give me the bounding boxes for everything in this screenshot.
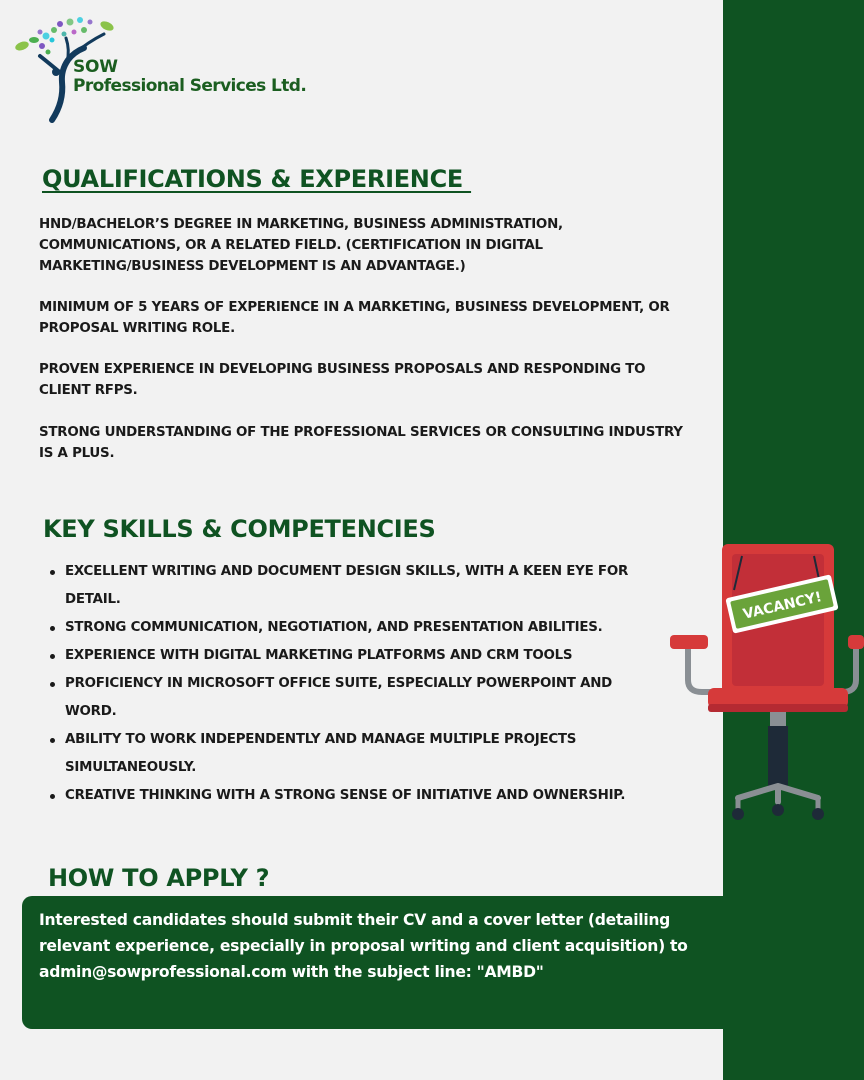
office-chair-illustration (668, 540, 864, 830)
qualification-item: STRONG UNDERSTANDING OF THE PROFESSIONAL SERVICES OR CONSULTING INDUSTRY IS A PLUS. (39, 425, 683, 461)
skill-text: ABILITY TO WORK INDEPENDENTLY AND MANAGE MULTIPLE PROJECTS SIMULTANEOUSLY. (65, 732, 577, 775)
company-logo (12, 12, 362, 127)
skill-text: CREATIVE THINKING WITH A STRONG SENSE OF INITIATIVE AND OWNERSHIP. (65, 788, 626, 803)
logo-text-company: Professional Services Ltd. (73, 76, 307, 96)
qualification-item: HND/BACHELOR’S DEGREE IN MARKETING, BUSINESS ADMINISTRATION, COMMUNICATIONS, OR A RELATED FIELD. (CERTIFICATION IN DIGITAL MARKETING/BUSINESS DEVELOPMENT IS AN ADVANTAGE.) (39, 217, 563, 274)
bullet-icon (50, 626, 55, 631)
skills-heading: KEY SKILLS & COMPETENCIES (43, 515, 436, 543)
skill-item (46, 642, 646, 670)
skill-text: PROFICIENCY IN MICROSOFT OFFICE SUITE, ESPECIALLY POWERPOINT AND WORD. (65, 676, 613, 719)
skill-text: EXCELLENT WRITING AND DOCUMENT DESIGN SKILLS, WITH A KEEN EYE FOR DETAIL. (65, 564, 629, 607)
skill-item (46, 726, 646, 782)
skill-text: EXPERIENCE WITH DIGITAL MARKETING PLATFORMS AND CRM TOOLS (65, 648, 573, 663)
qualifications-heading: QUALIFICATIONS & EXPERIENCE (42, 165, 472, 193)
skill-item (46, 670, 646, 726)
skill-item (46, 782, 646, 810)
vacancy-sign-text: VACANCY! (741, 589, 824, 623)
qualification-item: MINIMUM OF 5 YEARS OF EXPERIENCE IN A MARKETING, BUSINESS DEVELOPMENT, OR PROPOSAL WRITING ROLE. (39, 300, 670, 336)
skill-item (46, 558, 646, 614)
bullet-icon (50, 654, 55, 659)
qualification-item: PROVEN EXPERIENCE IN DEVELOPING BUSINESS PROPOSALS AND RESPONDING TO CLIENT RFPS. (39, 362, 646, 398)
logo-text-sow: SOW (73, 57, 118, 77)
apply-instructions: Interested candidates should submit their CV and a cover letter (detailing relevant experience, especially in proposal writing and client acquisition) to admin@sowprofessional.com with the subject line: "AMBD" (39, 911, 688, 981)
bullet-icon (50, 738, 55, 743)
bullet-icon (50, 794, 55, 799)
apply-heading: HOW TO APPLY ? (48, 864, 270, 892)
bullet-icon (50, 682, 55, 687)
skill-text: STRONG COMMUNICATION, NEGOTIATION, AND PRESENTATION ABILITIES. (65, 620, 603, 635)
bullet-icon (50, 570, 55, 575)
skills-list (46, 558, 646, 810)
skill-item (46, 614, 646, 642)
